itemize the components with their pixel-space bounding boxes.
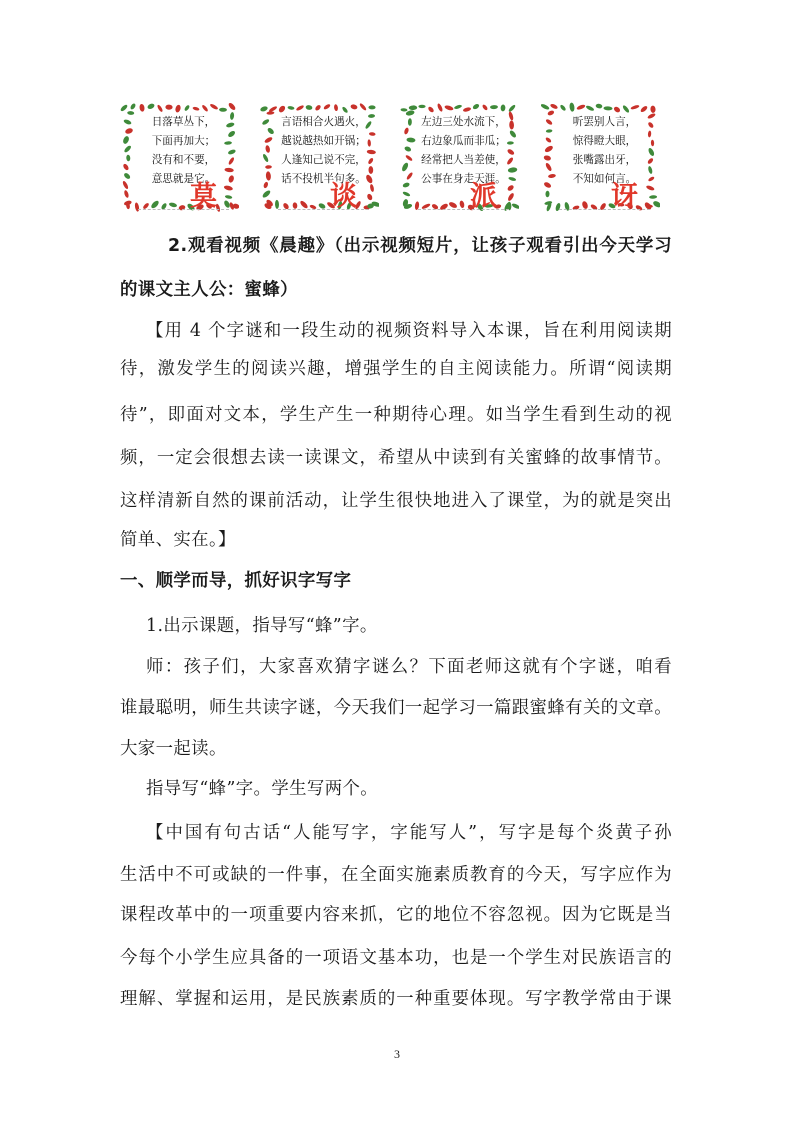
leaf-shape: [437, 103, 444, 112]
leaf-shape: [459, 200, 465, 208]
leaf-shape: [559, 104, 566, 112]
intent-note-line: 这样清新自然的课前活动，让学生很快地进入了课堂，为的就是突出: [120, 491, 672, 511]
riddle-line: 左边三处水流下，: [421, 116, 506, 128]
leaf-shape: [511, 203, 519, 210]
riddle-line: 下面再加大；: [151, 135, 216, 147]
leaf-shape: [640, 105, 649, 113]
leaf-shape: [550, 103, 559, 110]
leaf-shape: [209, 103, 218, 110]
riddle-card: [400, 101, 519, 214]
teacher-dialog-line: 谁最聪明，师生共读字谜，今天我们一起学习一篇跟蜜蜂有关的文章。: [120, 698, 672, 718]
intent-note-line: 简单、实在。】: [120, 530, 236, 550]
leaf-shape: [123, 190, 129, 199]
leaf-shape: [123, 145, 132, 154]
leaf-shape: [545, 118, 553, 125]
leaf-shape: [490, 105, 498, 109]
leaf-shape: [576, 104, 586, 111]
riddle-line: 不知如何言。: [572, 173, 637, 185]
riddle-card: [541, 101, 660, 214]
leaf-shape: [350, 104, 358, 110]
leaf-shape: [323, 103, 331, 110]
leaf-shape: [305, 105, 312, 111]
riddle-card: [260, 101, 379, 214]
writing-note-line: 生活中不可或缺的一件事，在全面实施素质教育的今天，写字应作为: [120, 865, 672, 885]
intent-note-line: 频，一定会很想去读一读课文，希望从中读到有关蜜蜂的故事情节。: [120, 448, 672, 468]
riddle-line: 张嘴露出牙，: [572, 154, 637, 166]
leaf-shape: [134, 202, 140, 212]
leaf-shape: [150, 199, 160, 209]
leaf-shape: [546, 129, 553, 133]
leaf-shape: [227, 102, 236, 111]
leaf-shape: [169, 202, 178, 208]
leaf-shape: [192, 106, 200, 111]
leaf-shape: [127, 111, 134, 115]
leaf-shape: [543, 181, 552, 189]
leaf-shape: [201, 104, 209, 112]
leaf-shape: [263, 181, 269, 188]
leaf-shape: [406, 137, 415, 143]
leaf-shape: [165, 105, 172, 110]
leaf-shape: [267, 127, 275, 135]
leaf-shape: [409, 105, 418, 110]
intent-note-line: 待”，即面对文本，学生产生一种期待心理。如当学生看到生动的视: [120, 405, 672, 425]
leaf-shape: [406, 172, 414, 181]
leaf-shape: [547, 110, 555, 117]
leaf-shape: [401, 162, 410, 172]
leaf-shape: [444, 104, 454, 111]
riddle-line: 没有和不要，: [151, 154, 216, 166]
teacher-dialog-line: 大家一起读。: [120, 739, 227, 759]
riddle-line: 意思就是它。: [151, 173, 216, 185]
leaf-shape: [287, 106, 294, 111]
leaf-shape: [472, 103, 480, 110]
leaf-shape: [454, 104, 463, 110]
leaf-shape: [266, 111, 274, 115]
leaf-shape: [541, 103, 550, 111]
leaf-shape: [261, 118, 270, 126]
leaf-shape: [368, 105, 375, 109]
writing-note-line: 理解、掌握和运用，是民族素质的一种重要体现。写字教学常由于课: [120, 989, 672, 1009]
leaf-shape: [418, 105, 425, 108]
riddle-line: 言语相合火遇火，: [281, 116, 366, 128]
riddle-line: 人逢知己说不完，: [281, 154, 366, 166]
riddle-poem: [557, 113, 652, 189]
riddle-answer: 莫: [190, 181, 217, 212]
leaf-shape: [544, 145, 554, 154]
leaf-shape: [403, 127, 409, 135]
leaf-shape: [122, 163, 129, 171]
leaf-shape: [402, 182, 410, 188]
leaf-shape: [130, 103, 137, 111]
leaf-shape: [630, 104, 640, 110]
leaf-shape: [124, 127, 133, 135]
leaf-shape: [123, 119, 132, 126]
leaf-shape: [359, 102, 367, 111]
leaf-shape: [156, 104, 163, 113]
leaf-shape: [261, 189, 271, 199]
riddle-line: 公事在身走天涯。: [421, 173, 506, 185]
leaf-shape: [296, 104, 305, 111]
guide-line: 指导写“蜂”字。学生写两个。: [146, 779, 379, 799]
riddle-card: [120, 101, 239, 214]
intent-note-line: 待，激发学生的阅读兴趣，增强学生的自主阅读能力。所谓“阅读期: [120, 359, 672, 379]
leaf-shape: [463, 107, 472, 113]
leaf-shape: [184, 104, 191, 111]
leaf-shape: [334, 104, 339, 111]
leaf-shape: [123, 172, 131, 180]
riddle-line: 话不投机半句多。: [281, 173, 366, 185]
riddle-line: 经常把人当差使，: [421, 154, 506, 166]
writing-note-line: 【中国有句古话“人能写字，字能写人”，写字是每个炎黄子孙: [146, 823, 672, 843]
leaf-shape: [650, 105, 656, 113]
leaf-shape: [266, 171, 272, 181]
leaf-shape: [500, 104, 505, 111]
leaf-shape: [545, 191, 549, 198]
leaf-shape: [299, 200, 309, 210]
riddle-answer: 派: [470, 181, 497, 212]
leaf-shape: [402, 191, 411, 197]
leaf-shape: [545, 162, 553, 172]
page-number: 3: [394, 1047, 400, 1061]
leaf-shape: [122, 180, 129, 190]
leaf-shape: [275, 200, 279, 209]
leaf-shape: [260, 105, 268, 112]
riddle-line: 日落草丛下，: [151, 116, 216, 128]
leaf-shape: [482, 104, 489, 111]
leaf-shape: [603, 106, 612, 110]
leaf-shape: [404, 146, 412, 153]
riddle-poem: [276, 113, 371, 189]
leaf-shape: [569, 102, 575, 112]
leaf-shape: [652, 200, 660, 209]
leaf-shape: [265, 165, 272, 169]
leaf-shape: [585, 105, 594, 112]
leaf-shape: [178, 204, 186, 211]
riddle-line: 听罢别人言，: [572, 116, 637, 128]
leaf-shape: [122, 135, 130, 144]
step-line: 1.出示课题，指导写“蜂”字。: [146, 616, 378, 636]
leaf-shape: [507, 192, 515, 202]
writing-note-line: 今每个小学生应具备的一项语文基本功，也是一个学生对民族语言的: [120, 948, 672, 968]
leaf-shape: [448, 201, 458, 209]
section-heading: 一、顺学而导，抓好识字写字: [120, 571, 352, 591]
leaf-shape: [264, 136, 273, 144]
leaf-shape: [545, 137, 552, 144]
leaf-shape: [126, 155, 131, 162]
writing-note-line: 课程改革中的一项重要内容来抓，它的地位不容忽视。因为它既是当: [120, 905, 672, 925]
intent-note-line: 【用 4 个字谜和一段生动的视频资料导入本课，旨在利用阅读期: [146, 321, 672, 341]
riddle-line: 右边象瓜而非瓜；: [421, 135, 506, 147]
riddle-poem: [416, 113, 511, 189]
riddle-poem: [136, 113, 231, 189]
leaf-shape: [314, 104, 321, 111]
leaf-shape: [147, 103, 156, 110]
video-step-line: 的课文主人公：蜜蜂）: [120, 280, 298, 300]
riddle-line: 惊得瞪大眼，: [572, 135, 637, 147]
leaf-shape: [649, 195, 657, 199]
riddle-answer: 谈: [330, 181, 357, 212]
leaf-shape: [219, 108, 227, 112]
leaf-shape: [405, 154, 413, 161]
leaf-shape: [139, 104, 145, 112]
teacher-dialog-line: 师：孩子们，大家喜欢猜字谜么？下面老师这就有个字谜，咱看: [146, 657, 672, 677]
riddle-cards-row: [120, 101, 664, 216]
leaf-shape: [262, 153, 269, 162]
video-step-line: 2.观看视频《晨趣》（出示视频短片，让孩子观看引出今天学习: [168, 236, 672, 256]
leaf-shape: [366, 193, 373, 201]
riddle-answer: 讶: [611, 181, 638, 212]
leaf-shape: [555, 202, 561, 211]
leaf-shape: [225, 195, 233, 200]
leaf-shape: [595, 103, 602, 109]
leaf-shape: [400, 108, 407, 112]
riddle-line: 越说越热如开锅；: [281, 135, 366, 147]
leaf-shape: [543, 155, 551, 162]
leaf-shape: [120, 104, 128, 113]
leaf-shape: [408, 118, 412, 126]
leaf-shape: [265, 145, 271, 153]
leaf-shape: [175, 104, 182, 113]
leaf-shape: [508, 104, 517, 113]
leaf-shape: [548, 173, 556, 178]
